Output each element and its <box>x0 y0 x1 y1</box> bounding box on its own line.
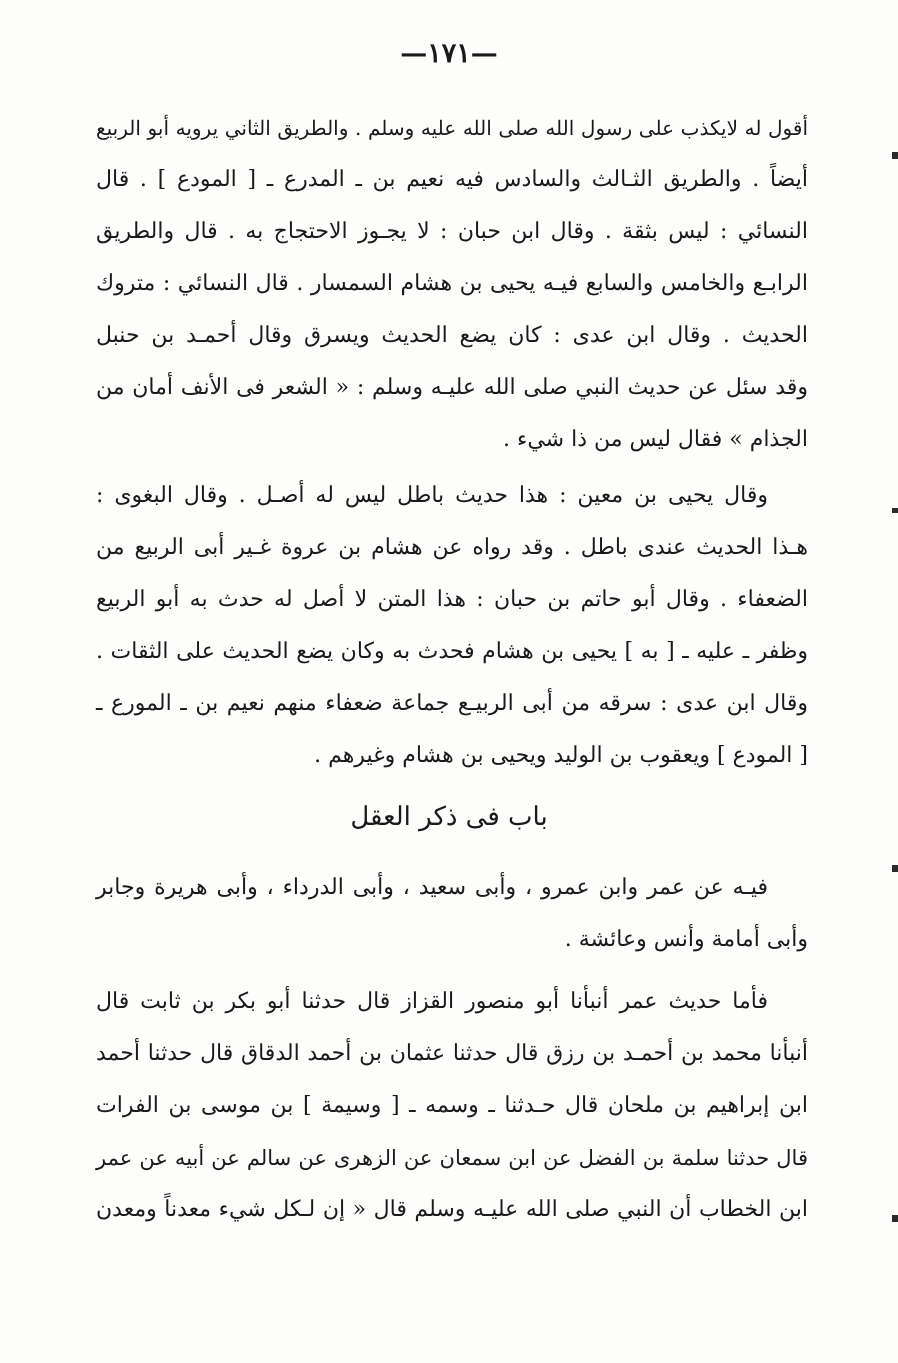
margin-mark <box>892 865 898 872</box>
text-line: [ المودع ] ويعقوب بن الوليد ويحيى بن هشام وغيرهم . <box>314 743 808 768</box>
text-line: ابن إبراهيم بن ملحان قال حـدثنا ـ وسمه ـ [ وسيمة ] بن موسى بن الفرات <box>96 1093 808 1118</box>
paragraph-4 <box>96 976 808 1236</box>
paragraph-2 <box>96 470 808 782</box>
page-number: —١٧١— <box>400 38 498 69</box>
text-line: الضعفاء . وقال أبو حاتم بن حبان : هذا المتن لا أصل له حدث به أبو الربيع <box>96 587 808 612</box>
text-line: وأبى أمامة وأنس وعائشة . <box>564 927 808 952</box>
text-line: وظفر ـ عليه ـ [ به ] يحيى بن هشام فحدث به وكان يضع الحديث على الثقات . <box>96 639 808 664</box>
text-line: وقال ابن عدى : سرقه من أبى الربيـع جماعة ضعفاء منهم نعيم بن ـ المورع ـ <box>96 691 808 716</box>
margin-mark <box>892 508 898 513</box>
text-line: الرابـع والخامس والسابع فيـه يحيى بن هشام السمسار . قال النسائي : متروك <box>96 271 808 296</box>
margin-mark <box>892 152 898 159</box>
text-line: أقول له لايكذب على رسول الله صلى الله عليه وسلم . والطريق الثاني يرويه أبو الربيع <box>96 116 808 140</box>
paragraph-1 <box>96 102 808 466</box>
text-line: وقال يحيى بن معين : هذا حديث باطل ليس له أصـل . وقال البغوى : <box>96 483 768 508</box>
section-heading: باب فى ذكر العقل <box>350 802 548 832</box>
text-line: فأما حديث عمر أنبأنا أبو منصور القزاز قال حدثنا أبو بكر بن ثابت قال <box>96 989 768 1014</box>
text-line: الحديث . وقال ابن عدى : كان يضع الحديث ويسرق وقال أحمـد بن حنبل <box>96 323 808 348</box>
text-line: قال حدثنا سلمة بن الفضل عن ابن سمعان عن الزهرى عن سالم عن أبيه عن عمر <box>96 1146 808 1170</box>
text-line: فيـه عن عمر وابن عمرو ، وأبى سعيد ، وأبى الدرداء ، وأبى هريرة وجابر <box>96 875 768 900</box>
text-line: النسائي : ليس بثقة . وقال ابن حبان : لا يجـوز الاحتجاج به . قال والطريق <box>96 219 808 244</box>
paragraph-3 <box>96 862 808 966</box>
text-line: أيضاً . والطريق الثـالث والسادس فيه نعيم بن ـ المدرع ـ [ المودع ] . قال <box>96 167 808 192</box>
text-line: هـذا الحديث عندى باطل . وقد رواه عن هشام بن عروة غـير أبى الربيع من <box>96 535 808 560</box>
text-line: وقد سئل عن حديث النبي صلى الله عليـه وسلم : « الشعر فى الأنف أمان من <box>96 375 808 400</box>
text-line: أنبأنا محمد بن أحمـد بن رزق قال حدثنا عثمان بن أحمد الدقاق قال حدثنا أحمد <box>96 1041 808 1066</box>
margin-mark <box>892 1215 898 1222</box>
text-line: الجذام » فقال ليس من ذا شيء . <box>503 427 808 452</box>
text-line: ابن الخطاب أن النبي صلى الله عليـه وسلم قال « إن لـكل شيء معدناً ومعدن <box>96 1197 808 1222</box>
